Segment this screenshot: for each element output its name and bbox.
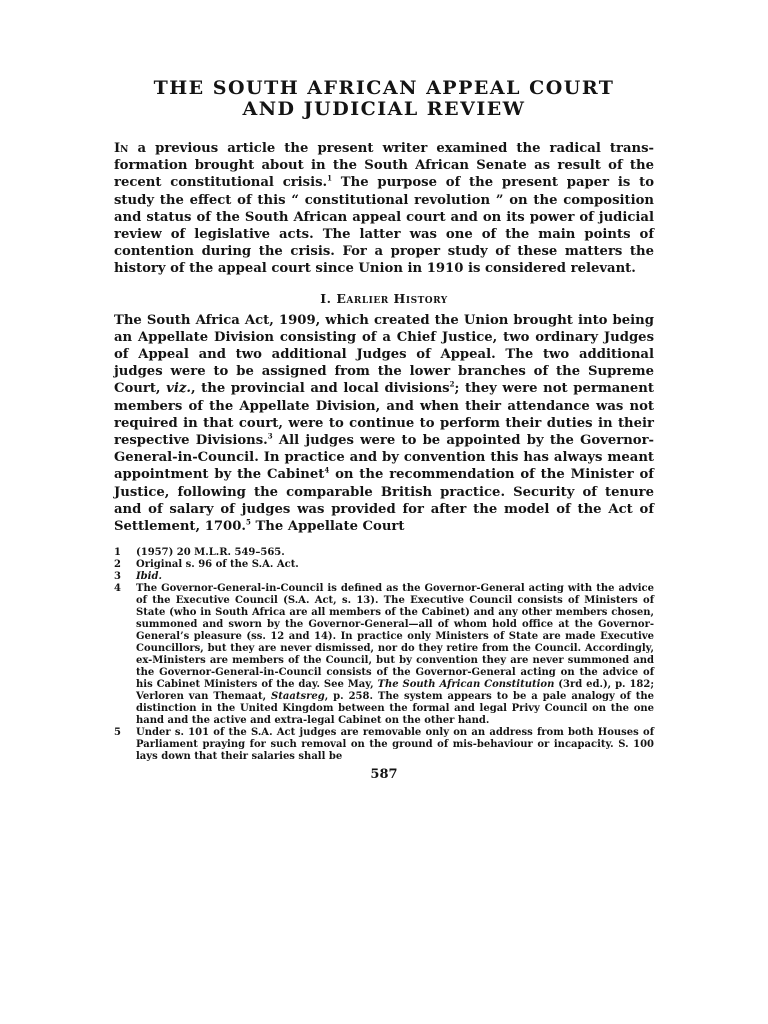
footnote-ref-5: 5 [246, 517, 251, 527]
article-page [114, 78, 654, 782]
footnote-ref-2: 2 [449, 380, 455, 390]
footnote-number: 5 [114, 727, 121, 739]
body-text-5: on the recommendation of the Minister of Justice, following the comparable British practice. Security of tenure and of salary of judges was provided for after the model of the Act of Settlement, 1700. [114, 467, 654, 535]
section-title: Earlier History [336, 290, 448, 306]
article-title [114, 78, 654, 120]
footnotes [114, 547, 654, 763]
footnote-4 [114, 583, 654, 727]
section-numeral: I. [320, 290, 332, 306]
intro-text-b: The purpose of the present paper is to study the effect of this “ constitutional revolution ” on the composition and status of the South African appeal court and on its power of judicial review of legislative acts. The latter was one of the main points of contention during the crisis. For a proper study of these matters the history of the appeal court since Union in 1910 is considered relevant. [114, 175, 654, 277]
footnote-text: Ibid. [136, 571, 162, 583]
footnote-ref-3: 3 [267, 431, 273, 441]
intro-paragraph [114, 140, 654, 278]
footnote-4-text-b: (3rd ed.), p. 182; Verloren van Themaat, [136, 679, 655, 703]
body-text-1: The South Africa Act, 1909, which created the Union brought into being an Appellate Division consisting of a Chief Justice, two ordinary Judges of Appeal and two additional Judges of Appeal. The two additional judges were to be assigned from the lower branches of the Supreme Court, [114, 312, 654, 397]
intro-dropword: In [114, 141, 129, 156]
footnote-1 [114, 547, 654, 559]
footnote-4-text-c: , p. 258. The system appears to be a pale analogy of the distinction in the United Kingdom between the formal and legal Privy Council on the one hand and the active and extra-legal Cabinet on the other hand. [136, 691, 655, 727]
footnote-text [136, 583, 654, 727]
footnote-number: 1 [114, 547, 121, 559]
footnote-5 [114, 727, 654, 763]
footnote-text: Under s. 101 of the S.A. Act judges are removable only on an address from both Houses of Parliament praying for such removal on the ground of mis-behaviour or incapacity. S. 100 lays down that their salaries shall be [136, 727, 654, 763]
title-line-1: THE SOUTH AFRICAN APPEAL COURT [153, 77, 615, 99]
body-text-6: The Appellate Court [250, 519, 405, 535]
footnote-ref-4: 4 [324, 466, 330, 476]
page-number: 587 [370, 767, 398, 783]
footnote-2 [114, 559, 654, 571]
footnote-text: (1957) 20 M.L.R. 549–565. [136, 547, 285, 559]
footnote-ref-1: 1 [327, 174, 332, 184]
intro-text-a: a previous article the present writer examined the radical trans-formation brought about in the South African Senate as result of the recent constitutional crisis. [114, 141, 654, 191]
body-text-4: All judges were to be appointed by the Governor-General-in-Council. In practice and by convention this has always meant appointment by the Cabinet [114, 433, 655, 483]
footnote-text: Original s. 96 of the S.A. Act. [136, 559, 299, 571]
footnote-4-italic-2: Staatsreg [271, 691, 325, 703]
body-text-2: , the provincial and local divisions [190, 381, 450, 397]
body-viz: viz. [166, 381, 191, 397]
body-text-3: ; they were not permanent members of the Appellate Division, and when their attendance was not required in that court, were to continue to perform their duties in their respective Divisions. [114, 381, 654, 449]
footnote-number: 4 [114, 583, 121, 595]
section-heading [114, 291, 654, 306]
footnote-3 [114, 571, 654, 583]
footnote-number: 2 [114, 559, 121, 571]
footnote-number: 3 [114, 571, 121, 583]
footnote-4-text-a: The Governor-General-in-Council is defined as the Governor-General acting with the advice of the Executive Council (S.A. Act, s. 13). The Executive Council consists of Ministers of State (who in South Africa are all members of the Cabinet) and any other members chosen, summoned and sworn by the Governor-General—all of whom hold office at the Governor-General’s pleasure (ss. 12 and 14). In practice only Ministers of State are made Executive Councillors, but they are never dismissed, nor do they retire from the Council. Accordingly, ex-Ministers are members of the Council, but by convention they are never summoned and the Governor-General-in-Council consists of the Governor-General acting on the advice of his Cabinet Ministers of the day. See May, [136, 583, 654, 691]
footnote-4-italic-1: The South African Constitution [377, 679, 555, 691]
title-line-2: AND JUDICIAL REVIEW [242, 98, 526, 120]
body-paragraph [114, 312, 654, 536]
